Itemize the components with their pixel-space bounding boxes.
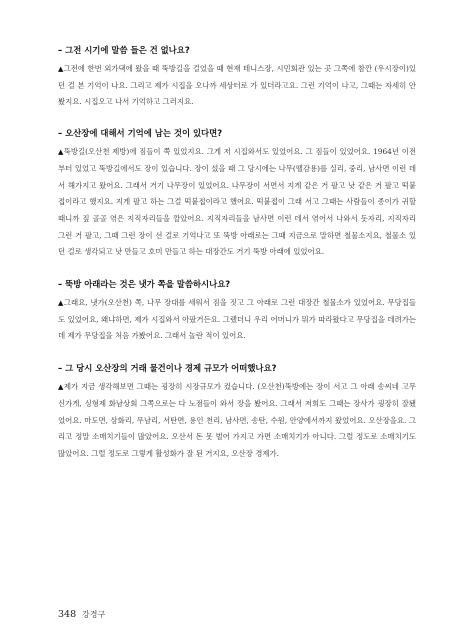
page-footer (58, 609, 105, 620)
interview-answer (58, 295, 416, 345)
interview-question: – 뚝방 아래라는 것은 냇가 쪽을 말씀하시나요? (58, 279, 231, 290)
qa-section (58, 44, 416, 111)
answer-text: 제가 지금 생각해보면 그때는 굉장히 시장규모가 컸습니다. (오산천)뚝방에는 장이 서고 그 아래 송씨네 고무신가게, 싱형제 화남상회 그쪽으로는 다 노점들이 와서 장을 봤어요. 그래서 저희도 그때는 장사가 굉장히 잘됐었어요. 마도면, 삼화리, 무남리, 서탄면, 용인 천리, 남사면, 송탄, 수원, 안양에서까지 왔었어요. 오산장을요. 그리고 정말 소매치기들이 많았어요. 오산서 돈 못 벌어 가지고 가면 소매치기가 아니다. 그럴 정도로 소매치기도 많았어요. 그럴 정도로 그렇게 활성화가 잘 된 거지요, 오산장 경제가. (58, 382, 416, 458)
interview-question: – 오산장에 대해서 기억에 남는 것이 있다면? (58, 128, 223, 139)
interview-answer (58, 61, 416, 111)
answer-marker: ▲ (58, 65, 64, 73)
interview-answer (58, 144, 416, 261)
qa-section (58, 127, 416, 261)
answer-marker: ▲ (58, 299, 64, 308)
answer-text: 그전에 한번 외가댁에 왔을 때 뚝방길을 걸었을 때 현재 테니스장, 시민회관 있는 곳 그쪽에 참깐 (우시장이)있던 걸 본 기억이 나요. 그리고 제가 시집을 오나까 세상터로 가 있더라고요. 그런 기억이 나고, 그때는 자세히 안 봤지요. 시집오고 나서 기억하고 그러지요. (58, 64, 416, 107)
qa-section (58, 362, 416, 463)
interview-question: – 그전 시기에 말씀 들은 건 없나요? (58, 45, 190, 55)
answer-text: 그래요, 냇가(오산천) 쪽, 나무 장대를 세워서 짐을 짓고 그 아래로 그런 대장간 철물소가 있었어요. 무당집들도 있었어요, 왜냐하면, 제가 시집와서 아팠거든요. 그랬더니 우리 어머니가 뭐가 따라왔다고 무당집을 데려가는데 제가 무당집을 처음 가봤어요. 그래서 놀란 적이 있어요. (58, 298, 416, 341)
interview-body (58, 44, 416, 463)
section-title: 강경구 (82, 610, 106, 619)
page-number: 348 (58, 609, 77, 620)
interview-question: – 그 당시 오산장의 거래 물건이나 경제 규모가 어떠했나요? (58, 363, 277, 374)
interview-answer (58, 379, 416, 463)
qa-section (58, 278, 416, 345)
answer-marker: ▲ (58, 148, 64, 157)
answer-marker: ▲ (58, 383, 64, 392)
answer-text: 뚝방길(오산천 제방)에 짐들이 쭉 있었지요. 그게 저 시집와서도 있었어요. 그 짐들이 있었어요. 1964년 이전부터 있었고 뚝방길에서도 장이 있습니다. 장이 섰을 때 그 당시에는 나무(땔감용)를 실리, 중리, 남사면 이런 데서 해가지고 왔어요. 그래서 거기 나무장이 있었어요. 나무장이 서면서 지게 같은 거 팔고 낫 같은 거 팔고 떡붙접이라고 했지요. 지게 팔고 하는 그걸 떡붙접이라고 했어요. 떡붙접이 그래 서고 그때는 사람들이 종이가 귀할 때니까 짚 골골 엮은 지직자리들을 깔았어요. 지직자리들을 남사면 이런 데서 엮어서 나와서 돗자리, 지직자리 그런 거 팔고, 그때 그런 장이 선 걸로 기억나고 또 뚝방 아래로는 그때 지금으로 말하면 철물소지요, 철물소 있던 걸로 생각되고 낫 만들고 호미 만들고 하는 대장간도 거기 뚝방 아래에 있었어요. (58, 147, 416, 257)
